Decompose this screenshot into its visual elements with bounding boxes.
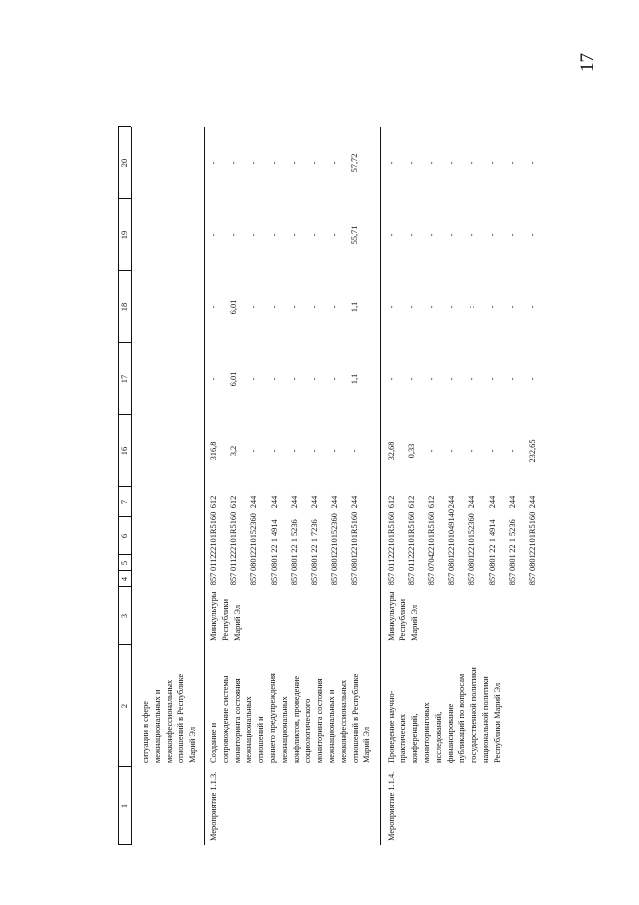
row-value: -	[289, 161, 299, 165]
row-value: 0801	[507, 554, 517, 571]
row-value: -	[528, 233, 537, 237]
row-value: -	[507, 233, 517, 237]
row-value: -	[330, 233, 340, 237]
row-value: -	[310, 161, 319, 165]
row-value: -	[528, 161, 537, 165]
row-value: -	[310, 233, 319, 237]
row-value: 244	[528, 495, 537, 509]
row-value: -	[386, 161, 396, 165]
header-divider	[118, 766, 131, 767]
measure-executor-line: Республики	[220, 598, 230, 641]
row-value: 0112	[386, 554, 396, 571]
row-value: 857	[406, 572, 416, 586]
row-value: 857	[427, 572, 436, 586]
row-value: -	[507, 161, 517, 165]
measure-executor-line: Республики	[398, 598, 408, 641]
measure-name-line: межнациональных	[244, 696, 254, 763]
row-value: -	[447, 233, 457, 237]
row-value: -	[209, 233, 218, 237]
row-value: -	[269, 377, 279, 381]
header-divider	[118, 486, 131, 487]
row-value: 6,01	[229, 371, 239, 387]
row-value: -	[249, 233, 259, 237]
row-value: -	[467, 233, 477, 237]
row-value: -	[406, 377, 416, 381]
row-value: 22101R5160	[229, 511, 239, 555]
row-value: 857	[507, 572, 517, 586]
row-value: 1,1	[350, 301, 360, 313]
row-value: 0801	[487, 554, 497, 571]
measure-name-line: мониторинга состояния	[315, 678, 325, 763]
header-cell-7: 7	[120, 499, 129, 505]
row-value: 0112	[406, 554, 416, 571]
row-value: 2210152360	[467, 513, 477, 555]
row-value: 0801	[289, 554, 299, 571]
row-value: 0801	[467, 554, 477, 571]
row-value: 2210152360	[249, 513, 259, 555]
row-value: 857	[386, 572, 396, 586]
row-value: 57,72	[350, 153, 360, 173]
row-value: -	[427, 377, 436, 381]
row-value: -	[249, 161, 259, 165]
header-cell-3: 3	[120, 613, 129, 619]
row-value: 612	[406, 495, 416, 509]
row-value: 0801	[447, 554, 457, 571]
measure-name-line: Республики Марий Эл	[492, 682, 502, 763]
row-value: 244	[269, 495, 279, 509]
header-cell-5: 5	[120, 560, 129, 566]
row-value: -	[249, 377, 259, 381]
measure-name-line: социологического	[303, 698, 313, 763]
measure-name-line: практических	[398, 713, 408, 763]
row-value: 244	[350, 495, 360, 509]
header-cell-19: 19	[120, 230, 129, 240]
row-value: 244	[467, 495, 477, 509]
row-value: 0801	[249, 554, 259, 571]
row-value: -	[406, 161, 416, 165]
row-value: 244	[330, 495, 340, 509]
measure-name-line: конфликтов, проведение	[291, 675, 301, 763]
row-value: 244	[249, 495, 259, 509]
measure-name-line: раннего предупреждения	[268, 673, 277, 763]
row-value: 55,71	[350, 225, 360, 245]
measure-name-line: исследований,	[433, 711, 443, 763]
row-value: -	[528, 377, 537, 381]
measure-name-line: мониторинговых	[422, 702, 431, 763]
header-divider	[118, 554, 131, 555]
row-value: 0,33	[406, 443, 416, 459]
measure-name-line: мониторинга состояния	[232, 678, 242, 763]
row-value: -	[209, 305, 218, 309]
row-value: -	[427, 233, 436, 237]
row-value: 857	[350, 572, 360, 586]
header-divider	[118, 844, 131, 845]
row-value: -	[467, 449, 477, 453]
row-value: 22101R5160	[209, 511, 218, 555]
header-cell-4: 4	[120, 576, 129, 582]
row-value: -	[269, 449, 279, 453]
continuation-line: ситуации в сфере	[141, 701, 150, 763]
measure-name-line: отношений в Республике	[350, 673, 360, 763]
continuation-line: межнациональных и	[152, 689, 162, 763]
row-value: 0801	[528, 554, 537, 571]
row-value: 32,68	[386, 441, 396, 461]
row-value: 22101049140	[447, 508, 457, 555]
row-value: -	[528, 305, 537, 309]
row-value: -	[447, 377, 457, 381]
row-value: -	[330, 161, 340, 165]
row-value: -	[447, 161, 457, 165]
measure-name-line: сопровождение системы	[220, 675, 230, 763]
row-value: -	[427, 161, 436, 165]
row-value: 857	[528, 572, 537, 586]
row-separator	[204, 127, 205, 845]
row-value: 612	[386, 495, 396, 509]
row-value: -	[447, 305, 457, 309]
row-value: 857	[487, 572, 497, 586]
row-value: 244	[310, 495, 319, 509]
row-value: 857	[310, 572, 319, 586]
row-value: 857	[289, 572, 299, 586]
row-value: -	[406, 233, 416, 237]
header-divider	[118, 126, 131, 127]
row-value: 0801	[310, 554, 319, 571]
row-value: 244	[507, 495, 517, 509]
row-value: 0801	[330, 554, 340, 571]
header-cell-20: 20	[120, 158, 129, 168]
header-cell-2: 2	[120, 703, 129, 709]
row-value: -	[507, 449, 517, 453]
row-value: 857	[330, 572, 340, 586]
measure-name-line: межнациональных	[279, 696, 289, 763]
row-value: 22101R5160	[528, 511, 537, 555]
header-divider	[118, 586, 131, 587]
row-value: -	[209, 377, 218, 381]
row-value: -	[487, 449, 497, 453]
measure-name-line: Создание и	[209, 722, 218, 763]
measure-executor-line: Минкультуры	[386, 591, 396, 641]
row-value: :	[467, 305, 477, 309]
row-value: 316,8	[209, 441, 218, 461]
row-value: -	[487, 233, 497, 237]
header-divider	[118, 570, 131, 571]
measure-name-line: государственной политики	[469, 667, 479, 763]
row-value: -	[269, 305, 279, 309]
header-divider	[118, 198, 131, 199]
row-value: 22 1 7236	[310, 519, 319, 553]
row-value: -	[269, 161, 279, 165]
measure-name-line: Марий Эл	[362, 726, 372, 763]
row-value: 0112	[229, 554, 239, 571]
row-value: 857	[249, 572, 259, 586]
row-value: -	[330, 377, 340, 381]
header-divider	[118, 414, 131, 415]
row-value: -	[427, 305, 436, 309]
row-value: -	[467, 161, 477, 165]
row-value: -	[507, 305, 517, 309]
row-value: 1,1	[350, 373, 360, 385]
row-value: -	[209, 161, 218, 165]
measure-name-line: отношений и	[256, 716, 266, 763]
row-value: -	[467, 377, 477, 381]
row-value: -	[249, 305, 259, 309]
measure-executor-line: Марий Эл	[232, 604, 242, 641]
row-value: 0704	[427, 554, 436, 571]
row-value: 244	[447, 495, 457, 509]
row-value: -	[487, 161, 497, 165]
measure-executor-line: Минкультуры	[209, 591, 218, 641]
header-divider	[118, 270, 131, 271]
row-value: -	[406, 305, 416, 309]
row-value: 22101R5160	[406, 511, 416, 555]
measure-name-line: публикаций по вопросам	[457, 673, 467, 763]
row-value: -	[229, 161, 239, 165]
row-value: -	[289, 233, 299, 237]
header-divider	[118, 516, 131, 517]
row-value: 22101R5160	[386, 511, 396, 555]
measure-executor-line: Марий Эл	[410, 604, 420, 641]
row-value: 244	[289, 495, 299, 509]
row-value: -	[487, 305, 497, 309]
row-value: 22101R5160	[427, 511, 436, 555]
measure-name-line: финансирование	[445, 703, 455, 763]
row-value: -	[386, 377, 396, 381]
row-value: -	[310, 449, 319, 453]
continuation-line: межконфессиональных	[164, 679, 174, 763]
row-value: 232,65	[528, 439, 537, 463]
continuation-line: отношений в Республике	[176, 673, 186, 763]
row-value: -	[330, 305, 340, 309]
row-value: 22 1 5236	[289, 519, 299, 553]
row-value: 612	[209, 495, 218, 509]
row-value: -	[310, 305, 319, 309]
row-value: 22 1 4914	[487, 519, 497, 553]
row-value: 857	[209, 572, 218, 586]
header-divider	[118, 342, 131, 343]
header-cell-6: 6	[120, 533, 129, 539]
row-value: -	[289, 449, 299, 453]
row-value: 0801	[269, 554, 279, 571]
row-value: 857	[229, 572, 239, 586]
row-value: -	[269, 233, 279, 237]
row-value: 244	[487, 495, 497, 509]
header-bottom-rule	[131, 127, 132, 845]
row-value: -	[507, 377, 517, 381]
row-value: 612	[229, 495, 239, 509]
row-value: -	[330, 449, 340, 453]
row-value: -	[229, 233, 239, 237]
row-value: -	[249, 449, 259, 453]
row-value: 6,01	[229, 299, 239, 315]
row-value: 0801	[350, 554, 360, 571]
row-value: -	[350, 449, 360, 453]
measure-code: Мероприятие 1.1.4.	[386, 771, 396, 841]
measure-code: Мероприятие 1.1.3.	[209, 771, 218, 841]
row-value: -	[310, 377, 319, 381]
row-value: 612	[427, 495, 436, 509]
row-value: 22101R5160	[350, 511, 360, 555]
measure-name-line: Проведение научно-	[386, 690, 396, 763]
row-value: -	[447, 449, 457, 453]
row-value: -	[386, 305, 396, 309]
row-separator	[380, 127, 381, 845]
row-value: 857	[269, 572, 279, 586]
row-value: 22 1 5236	[507, 519, 517, 553]
header-cell-17: 17	[120, 374, 129, 384]
measure-name-line: конференций,	[410, 713, 420, 763]
row-value: 0112	[209, 554, 218, 571]
row-value: 857	[447, 572, 457, 586]
row-value: 3,2	[229, 445, 239, 457]
header-cell-1: 1	[120, 803, 129, 809]
header-cell-16: 16	[120, 446, 129, 456]
measure-name-line: национальной политики	[481, 676, 490, 763]
row-value: -	[289, 377, 299, 381]
continuation-line: Марий Эл	[188, 726, 198, 763]
row-value: -	[289, 305, 299, 309]
row-value: -	[386, 233, 396, 237]
measure-name-line: межконфессиональных	[338, 679, 348, 763]
row-value: -	[487, 377, 497, 381]
row-value: 2210152360	[330, 513, 340, 555]
header-divider	[118, 644, 131, 645]
row-value: 857	[467, 572, 477, 586]
row-value: 22 1 4914	[269, 519, 279, 553]
measure-name-line: межнациональных и	[327, 689, 336, 763]
page-number: 17	[577, 53, 598, 72]
row-value: -	[427, 449, 436, 453]
header-cell-18: 18	[120, 302, 129, 312]
